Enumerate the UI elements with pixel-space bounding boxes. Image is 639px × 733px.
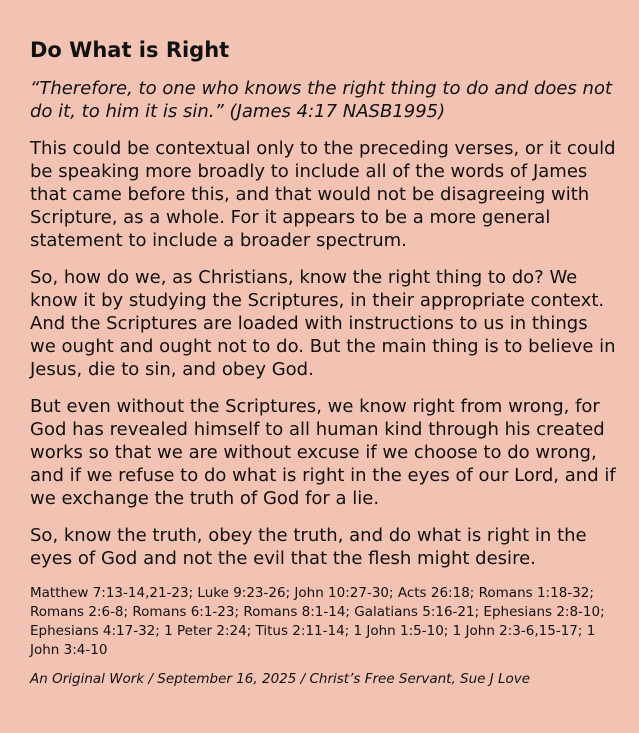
body-paragraph-4: So, know the truth, obey the truth, and do what is right in the eyes of God and not the evil that the flesh might desire. xyxy=(30,525,587,569)
author-footer: An Original Work / September 16, 2025 / Christ’s Free Servant, Sue J Love xyxy=(30,671,531,687)
article-title: Do What is Right xyxy=(30,38,230,62)
scripture-quote: “Therefore, to one who knows the right thing to do and does not do it, to him it is sin.” (James 4:17 NASB1995) xyxy=(30,78,613,122)
scripture-references: Matthew 7:13-14,21-23; Luke 9:23-26; John 10:27-30; Acts 26:18; Romans 1:18-32; Romans 2:6-8; Romans 6:1-23; Romans 8:1-14; Galatians 5:16-21; Ephesians 2:8-10; Ephesians 4:17-32; 1 Peter 2:24; Titus 2:11-14; 1 John 1:5-10; 1 John 2:3-6,15-17; 1 John 3:4-10 xyxy=(30,585,605,658)
body-paragraph-1: This could be contextual only to the preceding verses, or it could be speaking more broadly to include all of the words of James that came before this, and that would not be disagreeing with Scripture, as a whole. For it appears to be a more general statement to include a broader spectrum. xyxy=(30,138,616,251)
body-paragraph-2: So, how do we, as Christians, know the right thing to do? We know it by studying the Scriptures, in their appropriate context. And the Scriptures are loaded with instructions to us in things we ought and ought not to do. But the main thing is to believe in Jesus, die to sin, and obey God. xyxy=(30,267,616,380)
body-paragraph-3: But even without the Scriptures, we know right from wrong, for God has revealed himself to all human kind through his created works so that we are without excuse if we choose to do wrong, and if we refuse to do what is right in the eyes of our Lord, and if we exchange the truth of God for a lie. xyxy=(30,396,616,509)
